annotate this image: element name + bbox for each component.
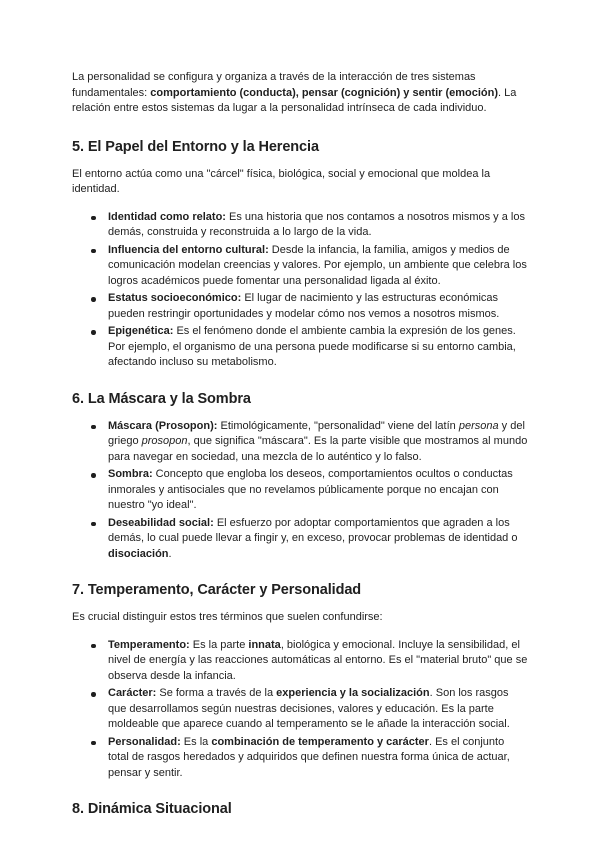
list-item [108, 686, 528, 733]
item-label: Máscara (Prosopon): [108, 419, 218, 432]
item-text: , que significa "máscara". Es la parte visible que mostramos al mundo para navegar en sociedad, una mezcla de lo auténtico y lo falso. [108, 435, 528, 463]
item-label: Estatus socioeconómico: [108, 292, 242, 304]
list-item [108, 516, 528, 563]
item-bold: combinación de temperamento y carácter [211, 735, 429, 748]
item-italic: prosopon [141, 435, 188, 447]
item-text: El lugar de nacimiento y las estructuras económicas pueden restringir oportunidades y modelar cómo nos vemos a nosotros mismos. [108, 292, 500, 320]
list-item [108, 735, 528, 782]
item-label: Temperamento: [108, 638, 190, 651]
item-label: Personalidad: [108, 735, 181, 748]
intro-bold: comportamiento (conducta), pensar (cognición) y sentir (emoción) [150, 86, 499, 99]
list-item [108, 419, 528, 466]
item-text: Desde la infancia, la familia, amigos y medios de comunicación modelan creencias y valores. Por ejemplo, un ambiente que celebra los logros académicos puede fomentar una personalidad ligada al éxito. [108, 243, 527, 287]
item-text: Es el fenómeno donde el ambiente cambia la expresión de los genes. Por ejemplo, el organismo de una persona puede modificarse si su entorno cambia, afectando incluso su metabolismo. [108, 325, 516, 368]
item-italic: persona [458, 419, 499, 432]
section-8-heading: 8. Dinámica Situacional [72, 801, 232, 817]
item-text: El esfuerzo por adoptar comportamientos que agraden a los demás, lo cual puede llevar a fingir y, en exceso, provocar problemas de identidad o [108, 516, 518, 544]
intro-text-end: . La relación entre estos sistemas da lugar a la personalidad intrínseca de cada individuo. [72, 86, 517, 114]
item-text: Se forma a través de la [156, 687, 277, 699]
list-item [108, 243, 528, 290]
item-text: Es la [180, 735, 212, 748]
item-text: . Son los rasgos que desarrollamos según nuestras decisiones, valores y educación. Es la parte moldeable que aparece cuando al temperamento se le añade la interacción social. [108, 687, 510, 730]
item-text: Etimológicamente, "personalidad" viene del latín [217, 419, 459, 432]
section-5-list [72, 210, 528, 371]
list-item [108, 210, 528, 241]
section-5-lead: El entorno actúa como una "cárcel" física, biológica, social y emocional que moldea la identidad. [72, 167, 491, 195]
section-7-lead: Es crucial distinguir estos tres términos que suelen confundirse: [72, 611, 383, 623]
item-text: Concepto que engloba los deseos, comportamientos ocultos o conductas inmorales y antisociales que no revelamos públicamente porque no encajan con nuestro "yo ideal". [108, 468, 513, 511]
item-label: Influencia del entorno cultural: [108, 243, 269, 256]
item-label: Deseabilidad social: [108, 516, 214, 529]
item-text: . [168, 547, 172, 560]
item-text: Es una historia que nos contamos a nosotros mismos y a los demás, construida y reconstruida a lo largo de la vida. [108, 210, 525, 238]
section-5-heading: 5. El Papel del Entorno y la Herencia [72, 138, 319, 155]
item-label: Sombra: [108, 468, 153, 480]
list-item [108, 467, 528, 514]
item-text: y del griego [108, 419, 525, 447]
item-label: Epigenética: [108, 325, 174, 337]
item-text: . Es el conjunto total de rasgos heredados y adquiridos que definen nuestra forma única de actuar, pensar y sentir. [108, 735, 510, 779]
section-7-list [72, 638, 528, 782]
list-item [108, 324, 528, 371]
list-item [108, 638, 528, 685]
item-bold: experiencia y la socialización [276, 687, 430, 699]
intro-text: La personalidad se configura y organiza a través de la interacción de tres sistemas fundamentales: [72, 71, 476, 99]
section-6-list [72, 419, 528, 563]
item-label: Identidad como relato: [108, 210, 226, 223]
section-7-heading: 7. Temperamento, Carácter y Personalidad [72, 582, 362, 598]
item-label: Carácter: [108, 687, 157, 699]
document-page [72, 70, 528, 829]
item-text: , biológica y emocional. Incluye la sensibilidad, el nivel de energía y las reacciones automáticas al entorno. Es el "material bruto" que se observa desde la infancia. [108, 638, 528, 682]
section-6-heading: 6. La Máscara y la Sombra [72, 390, 251, 407]
intro-paragraph [72, 70, 528, 117]
item-bold: innata [248, 638, 281, 651]
list-item [108, 291, 528, 322]
item-bold: disociación [108, 547, 169, 560]
item-text: Es la parte [189, 638, 249, 651]
